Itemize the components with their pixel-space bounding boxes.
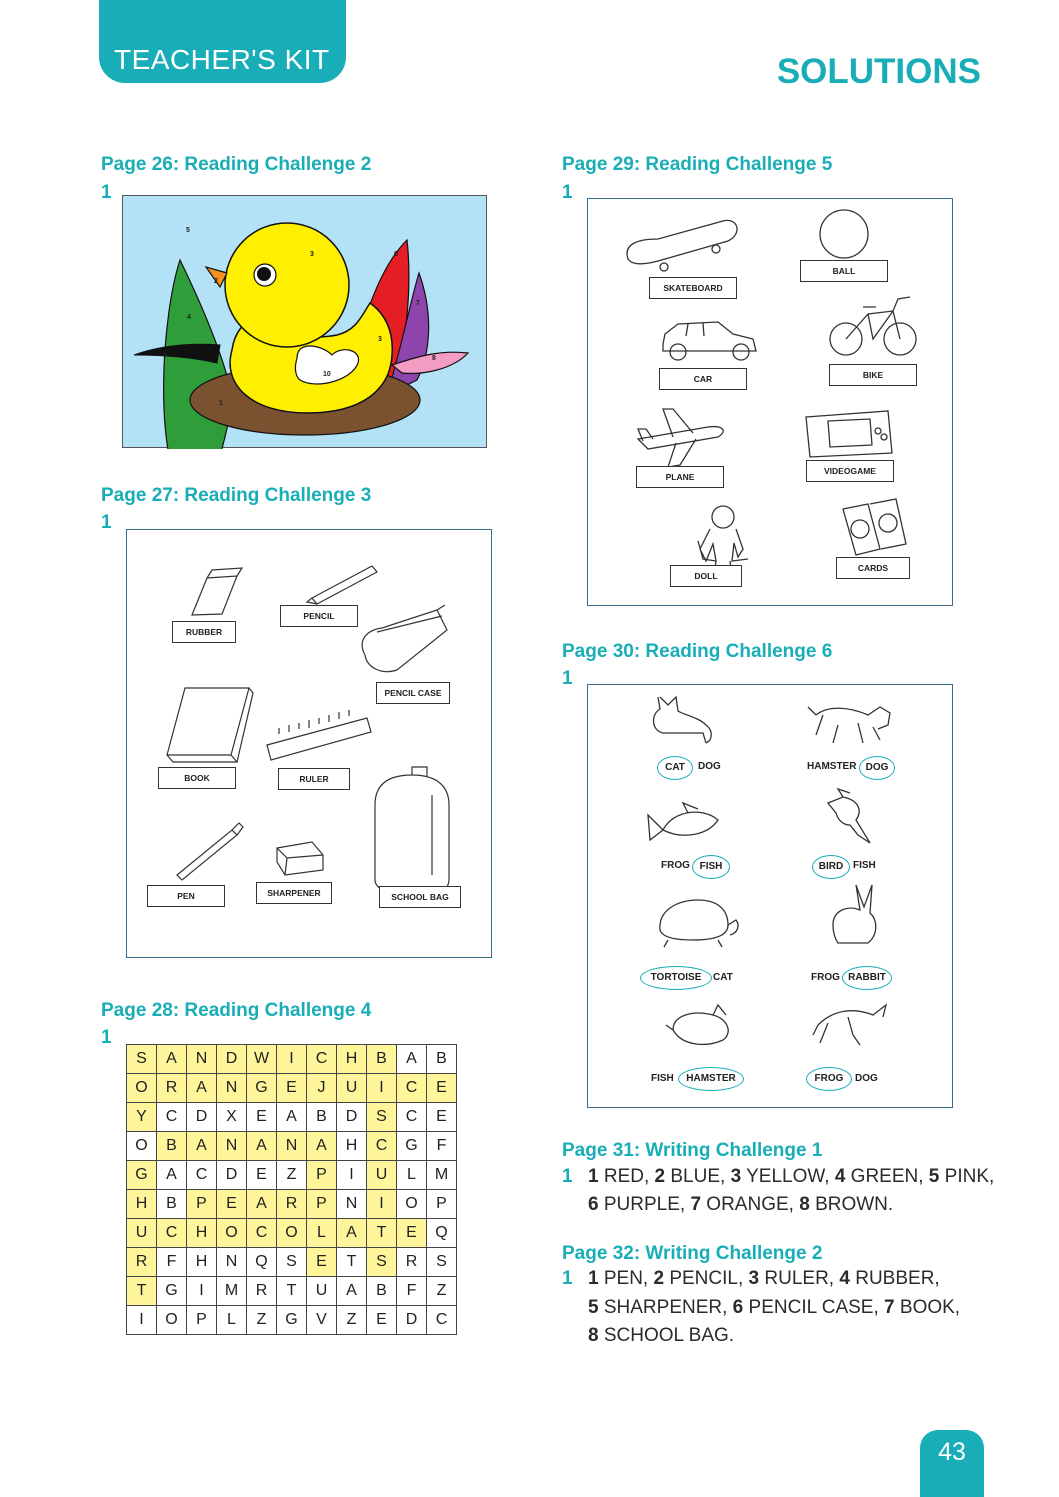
question-number: 1 xyxy=(562,1166,573,1187)
grid-cell: E xyxy=(427,1074,457,1103)
option-frog: FROG xyxy=(661,860,690,871)
grid-cell: C xyxy=(157,1219,187,1248)
grid-cell: H xyxy=(337,1132,367,1161)
answer-line: 1 PEN, 2 PENCIL, 3 RULER, 4 RUBBER, xyxy=(588,1268,940,1289)
grid-cell: U xyxy=(307,1277,337,1306)
grid-cell: S xyxy=(367,1248,397,1277)
grid-cell: S xyxy=(127,1045,157,1074)
grid-row xyxy=(127,1190,457,1219)
grid-cell: P xyxy=(187,1190,217,1219)
grid-cell: X xyxy=(217,1103,247,1132)
videogame-button xyxy=(881,434,887,440)
label-plane: PLANE xyxy=(636,466,724,488)
sharpener-drawing xyxy=(277,842,323,875)
grid-cell: I xyxy=(337,1161,367,1190)
label-bike: BIKE xyxy=(829,364,917,386)
grid-cell: R xyxy=(157,1074,187,1103)
book-drawing xyxy=(167,688,253,762)
grid-cell: C xyxy=(247,1219,277,1248)
grid-cell: V xyxy=(307,1306,337,1335)
grid-row xyxy=(127,1132,457,1161)
grid-cell: G xyxy=(247,1074,277,1103)
grid-cell: I xyxy=(367,1190,397,1219)
grid-row xyxy=(127,1161,457,1190)
grid-cell: Z xyxy=(337,1306,367,1335)
grid-cell: C xyxy=(427,1306,457,1335)
grid-cell: A xyxy=(247,1190,277,1219)
grid-cell: T xyxy=(337,1248,367,1277)
grid-cell: Q xyxy=(247,1248,277,1277)
duck-colouring-picture xyxy=(122,195,488,449)
circled-answer-fish: FISH xyxy=(692,855,730,879)
grid-cell: A xyxy=(307,1132,337,1161)
grid-row xyxy=(127,1277,457,1306)
grid-cell: T xyxy=(277,1277,307,1306)
grid-cell: L xyxy=(217,1306,247,1335)
grid-row xyxy=(127,1074,457,1103)
car-wheel xyxy=(733,344,749,360)
grid-row xyxy=(127,1248,457,1277)
grid-cell: G xyxy=(277,1306,307,1335)
animals-box xyxy=(587,684,953,1108)
animals-drawings xyxy=(588,685,952,1107)
grid-cell: C xyxy=(397,1103,427,1132)
grid-cell: C xyxy=(307,1045,337,1074)
grid-cell: J xyxy=(307,1074,337,1103)
ruler-ticks xyxy=(279,710,349,734)
grid-cell: R xyxy=(397,1248,427,1277)
pencil-case-drawing xyxy=(362,605,447,672)
question-number: 1 xyxy=(562,1268,573,1289)
grid-cell: Z xyxy=(277,1161,307,1190)
grid-cell: A xyxy=(337,1277,367,1306)
grid-cell: Z xyxy=(247,1306,277,1335)
toys-drawings xyxy=(588,199,952,605)
frog-drawing xyxy=(813,1005,886,1045)
teachers-kit-label: TEACHER'S KIT xyxy=(114,44,330,75)
grid-cell: C xyxy=(367,1132,397,1161)
answer-line: 1 RED, 2 BLUE, 3 YELLOW, 4 GREEN, 5 PINK, xyxy=(588,1166,995,1187)
school-objects-box xyxy=(126,529,492,958)
grid-cell: E xyxy=(277,1074,307,1103)
label-school-bag: SCHOOL BAG xyxy=(379,886,461,908)
grid-row xyxy=(127,1103,457,1132)
car-drawing xyxy=(663,322,756,351)
option-dog: DOG xyxy=(698,761,721,772)
grid-cell: S xyxy=(367,1103,397,1132)
skateboard-wheel xyxy=(712,245,720,253)
pencil-drawing xyxy=(307,566,377,604)
grid-cell: Q xyxy=(427,1219,457,1248)
grid-cell: L xyxy=(397,1161,427,1190)
area-number: 3 xyxy=(310,251,314,258)
ruler-drawing xyxy=(267,718,371,760)
label-skateboard: SKATEBOARD xyxy=(649,277,737,299)
circled-answer-frog: FROG xyxy=(806,1067,852,1091)
duck-eye-pupil xyxy=(257,267,271,281)
grid-cell: U xyxy=(127,1219,157,1248)
option-dog: DOG xyxy=(855,1073,878,1084)
question-number: 1 xyxy=(101,1027,112,1048)
grid-cell: A xyxy=(187,1132,217,1161)
option-cat: CAT xyxy=(713,972,733,983)
skateboard-wheel xyxy=(660,263,668,271)
area-number: 8 xyxy=(432,355,436,362)
circled-answer-tortoise: TORTOISE xyxy=(640,966,712,990)
area-number: 9 xyxy=(163,352,167,359)
area-number: 7 xyxy=(416,300,420,307)
grid-cell: F xyxy=(397,1277,427,1306)
grid-cell: B xyxy=(157,1132,187,1161)
area-number: 2 xyxy=(214,278,218,285)
grid-cell: W xyxy=(247,1045,277,1074)
school-bag-drawing xyxy=(375,767,449,892)
grid-cell: B xyxy=(157,1190,187,1219)
section-title-page-30: Page 30: Reading Challenge 6 xyxy=(562,641,833,662)
grid-cell: N xyxy=(337,1190,367,1219)
label-book: BOOK xyxy=(158,767,236,789)
label-pencil: PENCIL xyxy=(280,605,358,627)
grid-cell: N xyxy=(187,1045,217,1074)
grid-cell: O xyxy=(217,1219,247,1248)
grid-cell: I xyxy=(187,1277,217,1306)
label-pencil-case: PENCIL CASE xyxy=(376,682,450,704)
circled-answer-cat: CAT xyxy=(657,756,693,780)
answer-line: 5 SHARPENER, 6 PENCIL CASE, 7 BOOK, xyxy=(588,1297,961,1318)
grid-cell: E xyxy=(367,1306,397,1335)
grid-cell: E xyxy=(247,1161,277,1190)
grid-cell: A xyxy=(277,1103,307,1132)
label-pen: PEN xyxy=(147,885,225,907)
answer-line: 6 PURPLE, 7 ORANGE, 8 BROWN. xyxy=(588,1194,894,1215)
ball-drawing xyxy=(820,210,868,258)
grid-cell: T xyxy=(367,1219,397,1248)
page-number-tab xyxy=(920,1430,984,1497)
grid-cell: D xyxy=(337,1103,367,1132)
grid-cell: I xyxy=(277,1045,307,1074)
hamster-drawing xyxy=(666,1005,728,1044)
plane-drawing xyxy=(638,409,723,467)
skateboard-drawing xyxy=(627,220,737,263)
label-cards: CARDS xyxy=(836,557,910,579)
answer-line: 8 SCHOOL BAG. xyxy=(588,1325,735,1346)
grid-cell: O xyxy=(127,1132,157,1161)
grid-cell: A xyxy=(337,1219,367,1248)
toys-box xyxy=(587,198,953,606)
grid-cell: O xyxy=(127,1074,157,1103)
car-wheel xyxy=(670,344,686,360)
question-number: 1 xyxy=(562,668,573,689)
grid-cell: N xyxy=(217,1132,247,1161)
section-title-page-29: Page 29: Reading Challenge 5 xyxy=(562,154,833,175)
grid-cell: S xyxy=(427,1248,457,1277)
label-sharpener: SHARPENER xyxy=(256,882,332,904)
area-number: 4 xyxy=(187,314,191,321)
card-face xyxy=(851,520,869,538)
grid-cell: E xyxy=(247,1103,277,1132)
grid-cell: L xyxy=(307,1219,337,1248)
grid-cell: Y xyxy=(127,1103,157,1132)
grid-cell: F xyxy=(427,1132,457,1161)
option-hamster: HAMSTER xyxy=(807,761,857,772)
videogame-button xyxy=(875,428,881,434)
doll-head xyxy=(712,506,734,528)
grid-cell: B xyxy=(427,1045,457,1074)
circled-answer-bird: BIRD xyxy=(812,855,850,879)
grid-cell: P xyxy=(187,1306,217,1335)
grid-cell: C xyxy=(397,1074,427,1103)
grid-cell: P xyxy=(307,1161,337,1190)
option-frog: FROG xyxy=(811,972,840,983)
grid-cell: I xyxy=(367,1074,397,1103)
grid-cell: M xyxy=(427,1161,457,1190)
section-title-page-26: Page 26: Reading Challenge 2 xyxy=(101,154,372,175)
grid-cell: R xyxy=(127,1248,157,1277)
question-number: 1 xyxy=(101,182,112,203)
section-title-page-28: Page 28: Reading Challenge 4 xyxy=(101,1000,372,1021)
word-search-grid xyxy=(126,1044,457,1335)
circled-answer-rabbit: RABBIT xyxy=(842,966,892,990)
grid-cell: E xyxy=(397,1219,427,1248)
area-number: 6 xyxy=(394,251,398,258)
area-number: 3 xyxy=(378,336,382,343)
grid-cell: I xyxy=(127,1306,157,1335)
section-title-page-27: Page 27: Reading Challenge 3 xyxy=(101,485,372,506)
grid-cell: H xyxy=(127,1190,157,1219)
grid-cell: D xyxy=(187,1103,217,1132)
grid-cell: O xyxy=(397,1190,427,1219)
grid-cell: A xyxy=(187,1074,217,1103)
grid-cell: C xyxy=(187,1161,217,1190)
dog-drawing xyxy=(808,707,890,743)
grid-cell: E xyxy=(217,1190,247,1219)
grid-cell: M xyxy=(217,1277,247,1306)
section-title-page-32: Page 32: Writing Challenge 2 xyxy=(562,1243,823,1264)
tortoise-drawing xyxy=(660,900,738,947)
grid-row xyxy=(127,1219,457,1248)
label-ruler: RULER xyxy=(278,768,350,790)
question-number: 1 xyxy=(562,182,573,203)
grid-cell: E xyxy=(427,1103,457,1132)
grid-cell: H xyxy=(187,1219,217,1248)
label-car: CAR xyxy=(659,368,747,390)
cat-drawing xyxy=(654,697,712,743)
section-title-page-31: Page 31: Writing Challenge 1 xyxy=(562,1140,823,1161)
grid-cell: A xyxy=(157,1045,187,1074)
grid-cell: P xyxy=(307,1190,337,1219)
grid-cell: G xyxy=(397,1132,427,1161)
page-number: 43 xyxy=(938,1438,966,1466)
duck-head xyxy=(225,223,349,347)
rabbit-drawing xyxy=(833,885,876,943)
grid-cell: O xyxy=(157,1306,187,1335)
card-face xyxy=(879,514,897,532)
grid-cell: P xyxy=(427,1190,457,1219)
label-ball: BALL xyxy=(800,260,888,282)
grid-cell: G xyxy=(157,1277,187,1306)
grid-cell: A xyxy=(397,1045,427,1074)
grid-cell: E xyxy=(307,1248,337,1277)
area-number: 5 xyxy=(186,227,190,234)
circled-answer-hamster: HAMSTER xyxy=(678,1067,744,1091)
option-fish: FISH xyxy=(651,1073,674,1084)
grid-cell: A xyxy=(247,1132,277,1161)
label-videogame: VIDEOGAME xyxy=(806,460,894,482)
grid-row xyxy=(127,1306,457,1335)
teachers-kit-tab xyxy=(99,0,346,83)
area-number: 10 xyxy=(323,371,331,378)
grid-row xyxy=(127,1045,457,1074)
grid-cell: B xyxy=(367,1045,397,1074)
grid-cell: B xyxy=(307,1103,337,1132)
grid-cell: O xyxy=(277,1219,307,1248)
grid-cell: C xyxy=(157,1103,187,1132)
grid-cell: T xyxy=(127,1277,157,1306)
grid-cell: N xyxy=(217,1074,247,1103)
grid-cell: D xyxy=(397,1306,427,1335)
grid-cell: U xyxy=(367,1161,397,1190)
grid-cell: H xyxy=(187,1248,217,1277)
grid-cell: S xyxy=(277,1248,307,1277)
grid-cell: Z xyxy=(427,1277,457,1306)
grid-cell: F xyxy=(157,1248,187,1277)
fish-drawing xyxy=(648,803,718,840)
grid-cell: A xyxy=(157,1161,187,1190)
rubber-drawing xyxy=(192,568,242,615)
option-fish: FISH xyxy=(853,860,876,871)
bird-drawing xyxy=(828,789,870,843)
grid-cell: U xyxy=(337,1074,367,1103)
area-number: 1 xyxy=(219,400,223,407)
circled-answer-dog: DOG xyxy=(859,756,895,780)
grid-cell: D xyxy=(217,1161,247,1190)
bike-frame xyxy=(846,297,910,339)
grid-cell: N xyxy=(217,1248,247,1277)
grid-cell: D xyxy=(217,1045,247,1074)
grid-cell: H xyxy=(337,1045,367,1074)
grid-cell: B xyxy=(367,1277,397,1306)
label-doll: DOLL xyxy=(670,565,742,587)
pen-drawing xyxy=(177,823,243,880)
page-title: SOLUTIONS xyxy=(776,52,981,91)
question-number: 1 xyxy=(101,512,112,533)
grid-cell: R xyxy=(277,1190,307,1219)
grid-cell: R xyxy=(247,1277,277,1306)
grid-cell: N xyxy=(277,1132,307,1161)
grid-cell: G xyxy=(127,1161,157,1190)
label-rubber: RUBBER xyxy=(172,621,236,643)
